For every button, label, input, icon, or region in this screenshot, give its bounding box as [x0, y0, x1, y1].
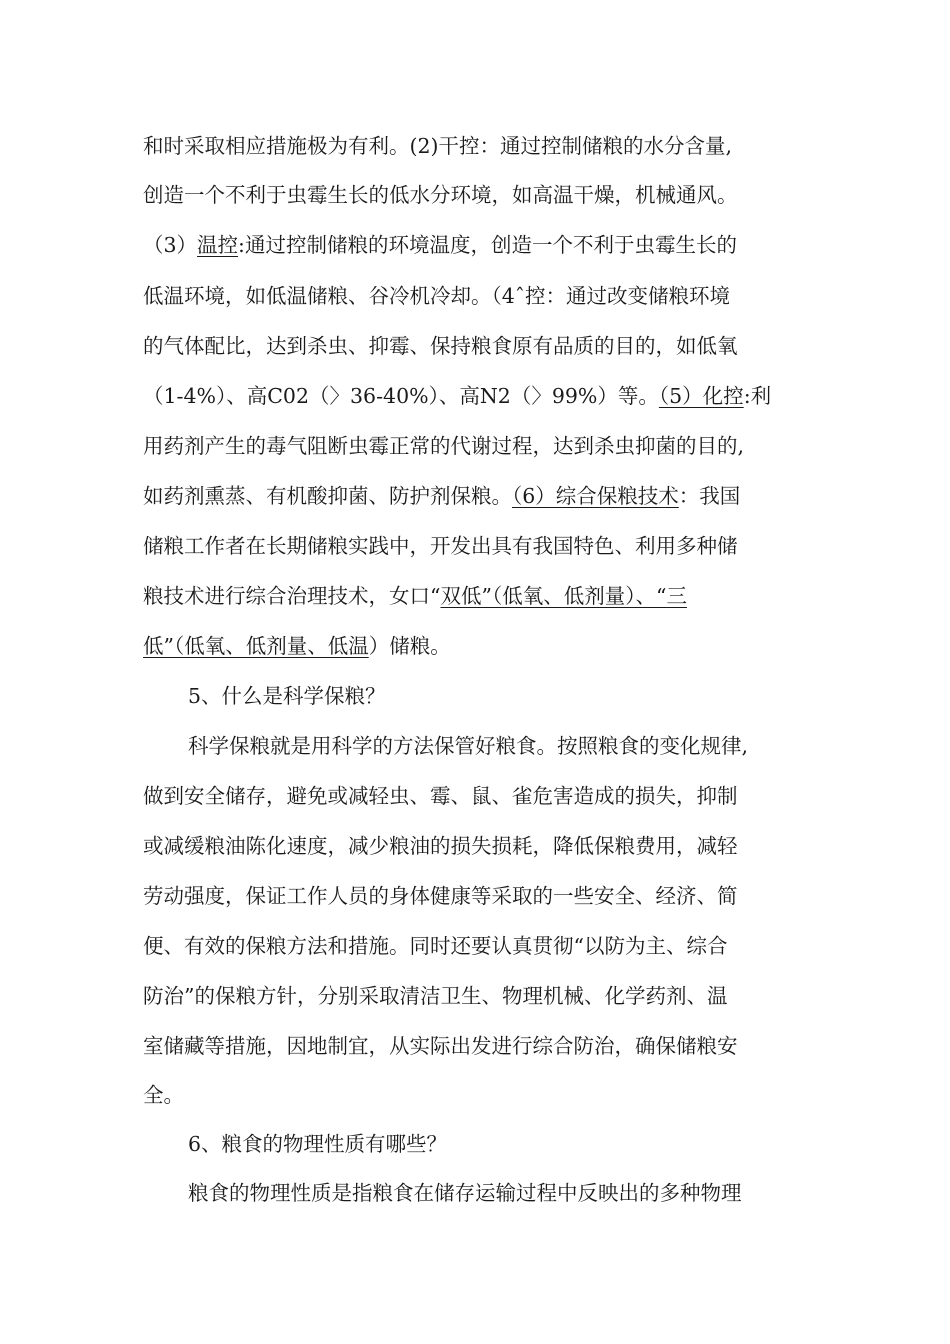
text-line — [188, 1180, 742, 1206]
text-line — [143, 283, 730, 309]
text-line — [143, 383, 771, 409]
text-line — [143, 583, 687, 609]
text-line — [143, 633, 451, 659]
text-run: 如药剂熏蒸、有机酸抑菌、防护剂保粮。 — [143, 484, 512, 508]
text-line — [143, 783, 738, 809]
underlined-text: （5）化控 — [658, 384, 744, 408]
text-line — [143, 133, 732, 159]
text-run: 科学保粮就是用科学的方法保管好粮食。按照粮食的变化规律, — [188, 734, 749, 758]
text-run: 全。 — [143, 1083, 184, 1107]
text-run: 劳动强度，保证工作人员的身体健康等采取的一些安全、经济、简 — [143, 884, 738, 908]
text-line — [143, 232, 737, 258]
text-run: 室储藏等措施，因地制宜，从实际出发进行综合防治，确保储粮安 — [143, 1034, 738, 1058]
text-line — [143, 483, 740, 509]
text-run: 做到安全储存，避免或减轻虫、霉、鼠、雀危害造成的损失，抑制 — [143, 784, 738, 808]
text-line — [143, 433, 744, 459]
question-6-heading: 6、粮食的物理性质有哪些？ — [188, 1132, 448, 1156]
text-run: 粮技术进行综合治理技术，女口“ — [143, 584, 441, 608]
text-line — [143, 983, 727, 1009]
text-run: 和时采取相应措施极为有利。(2)干控：通过控制储粮的水分含量, — [143, 134, 733, 158]
text-run: ：我国 — [678, 484, 741, 508]
text-run: 的气体配比，达到杀虫、抑霉、保持粮食原有品质的目的，如低氧 — [143, 334, 738, 358]
text-run: 低温环境，如低温储粮、谷冷机冷却。（4ˆ控：通过改变储粮环境 — [143, 284, 731, 308]
question-5-heading: 5、什么是科学保粮？ — [188, 684, 386, 708]
text-line — [143, 182, 738, 208]
text-run: :通过控制储粮的环境温度，创造一个不利于虫霉生长的 — [238, 233, 737, 257]
underlined-text: （6）综合保粮技术 — [512, 484, 679, 508]
text-run: 用药剂产生的毒气阻断虫霉正常的代谢过程，达到杀虫抑菌的目的, — [143, 434, 745, 458]
text-run: 储粮工作者在长期储粮实践中，开发出具有我国特色、利用多种储 — [143, 534, 738, 558]
text-line — [143, 883, 738, 909]
text-run: ）储粮。 — [368, 634, 451, 658]
underlined-text: 温控 — [197, 233, 239, 257]
text-line — [143, 933, 727, 959]
text-line — [143, 833, 738, 859]
text-line — [143, 333, 738, 359]
text-run: （1-4%）、高C02（〉36-40%）、高N2（〉99%）等。 — [143, 384, 659, 408]
text-run: 便、有效的保粮方法和措施。同时还要认真贯彻“以防为主、综合 — [143, 934, 728, 958]
text-line — [143, 1082, 184, 1108]
text-run: 防治”的保粮方针，分别采取清洁卫生、物理机械、化学药剂、温 — [143, 984, 728, 1008]
underlined-text: 双低”（低氧、低剂量）、“三 — [440, 584, 687, 608]
text-run: 创造一个不利于虫霉生长的低水分环境，如高温干燥，机械通风。 — [143, 183, 738, 207]
underlined-text: 低”（低氧、低剂量、低温 — [143, 634, 369, 658]
text-run: :利 — [743, 384, 772, 408]
text-line — [143, 533, 738, 559]
text-run: 或减缓粮油陈化速度，减少粮油的损失损耗，降低保粮费用，减轻 — [143, 834, 738, 858]
text-line — [188, 733, 748, 759]
text-line — [143, 1033, 738, 1059]
text-run: 粮食的物理性质是指粮食在储存运输过程中反映出的多种物理 — [188, 1181, 742, 1205]
text-run: （3） — [143, 233, 198, 257]
